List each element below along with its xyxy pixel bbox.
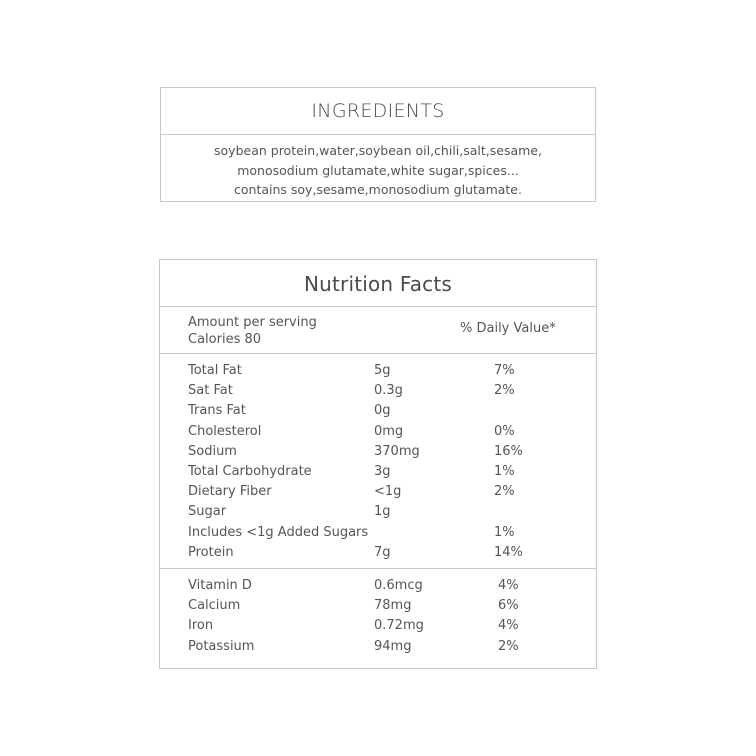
amount-per-serving-label: Amount per serving (188, 315, 317, 330)
nutrient-daily-value: 7% (494, 363, 515, 378)
vitamin-amount: 94mg (374, 638, 412, 654)
daily-value-header: % Daily Value* (460, 321, 556, 336)
vitamin-name: Potassium (188, 638, 255, 654)
vitamin-daily-value: 6% (498, 598, 519, 614)
nutrient-daily-value: 14% (494, 544, 523, 560)
vitamin-amount: 0.6mcg (374, 578, 423, 593)
vitamin-name: Iron (188, 618, 214, 634)
nutrient-row (160, 383, 596, 403)
nutrient-amount: 0.3g (374, 383, 403, 399)
nutrient-daily-value: 0% (494, 423, 515, 439)
vitamin-row (160, 618, 596, 638)
nutrition-facts-title: Nutrition Facts (160, 260, 596, 307)
nutrient-row (160, 484, 596, 504)
vitamin-name: Calcium (188, 598, 241, 614)
nutrient-amount: <1g (374, 484, 402, 500)
nutrient-amount: 3g (374, 463, 391, 479)
nutrient-name: Includes <1g Added Sugars (188, 524, 369, 540)
calories-label: Calories 80 (188, 332, 262, 347)
nutrition-facts-panel (159, 259, 597, 669)
ingredients-line: contains soy,sesame,monosodium glutamate. (234, 182, 522, 197)
vitamin-daily-value: 4% (498, 578, 519, 593)
nutrient-daily-value: 2% (494, 383, 515, 399)
ingredients-line: soybean protein,water,soybean oil,chili,salt,sesame, (214, 143, 542, 158)
nutrient-row (160, 464, 596, 484)
nutrient-amount: 1g (374, 504, 391, 520)
nutrient-name: Total Fat (188, 363, 242, 378)
nutrient-name: Total Carbohydrate (188, 463, 312, 479)
nutrient-row (160, 444, 596, 464)
nutrient-name: Sat Fat (188, 383, 233, 399)
vitamin-amount: 0.72mg (374, 618, 424, 634)
nutrient-daily-value: 1% (494, 463, 515, 479)
nutrient-row (160, 525, 596, 545)
nutrient-daily-value: 2% (494, 484, 515, 500)
vitamin-daily-value: 2% (498, 638, 519, 654)
nutrient-row (160, 504, 596, 524)
vitamin-name: Vitamin D (188, 578, 252, 593)
ingredients-panel (160, 87, 596, 202)
nutrient-name: Sugar (188, 504, 227, 520)
nutrient-daily-value: 16% (494, 443, 523, 459)
nutrient-row (160, 403, 596, 423)
nutrient-amount: 0g (374, 403, 391, 419)
nutrient-row (160, 424, 596, 444)
ingredients-text (161, 135, 595, 200)
serving-info (160, 307, 596, 354)
vitamin-row (160, 578, 596, 598)
vitamin-row (160, 598, 596, 618)
nutrient-name: Protein (188, 544, 234, 560)
nutrient-amount: 5g (374, 363, 391, 378)
nutrient-amount: 0mg (374, 423, 404, 439)
nutrient-amount: 7g (374, 544, 391, 560)
vitamin-mineral-list (160, 569, 596, 659)
nutrient-list (160, 354, 596, 569)
nutrient-name: Sodium (188, 443, 237, 459)
nutrient-name: Dietary Fiber (188, 484, 272, 500)
nutrient-amount: 370mg (374, 443, 420, 459)
nutrient-name: Trans Fat (188, 403, 246, 419)
nutrient-row (160, 545, 596, 565)
ingredients-title: INGREDIENTS (161, 88, 595, 135)
nutrient-row (160, 363, 596, 383)
ingredients-line: monosodium glutamate,white sugar,spices... (237, 162, 519, 178)
vitamin-daily-value: 4% (498, 618, 519, 634)
nutrient-daily-value: 1% (494, 524, 515, 540)
vitamin-row (160, 639, 596, 659)
vitamin-amount: 78mg (374, 598, 412, 614)
nutrient-name: Cholesterol (188, 423, 262, 439)
